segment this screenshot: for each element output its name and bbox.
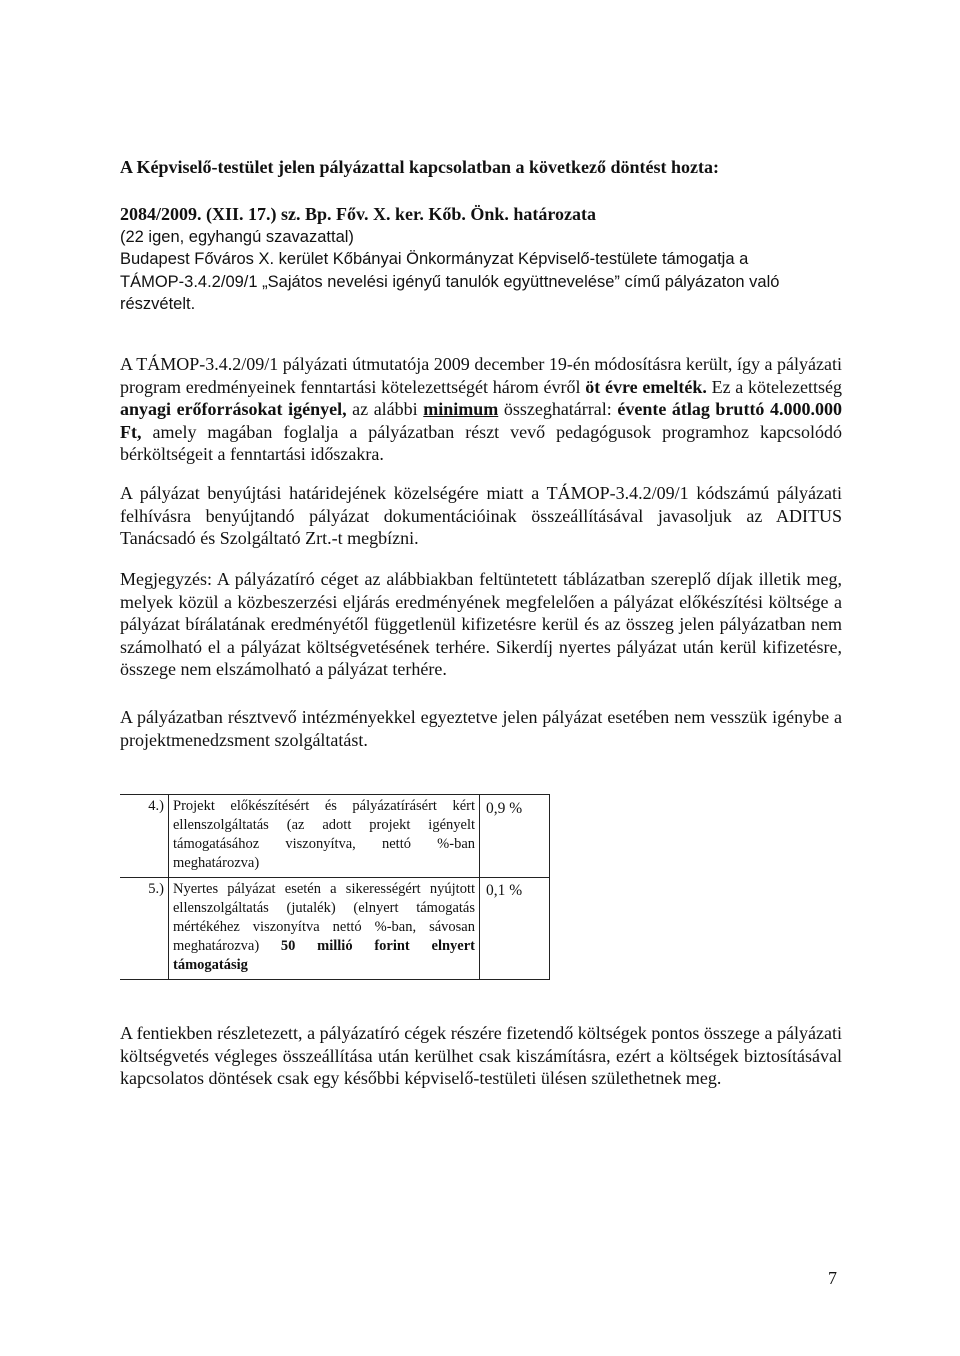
row-description-bold: 50 millió forint elnyert támogatásig xyxy=(173,938,475,973)
resolution-text-line-1: Budapest Főváros X. kerület Kőbányai Önkormányzat Képviselő-testülete támogatja a xyxy=(120,250,749,268)
row-description-text: Nyertes pályázat esetén a sikerességért nyújtott ellenszolgáltatás (jutalék) (elnyert támogatás mértékéhez viszonyítva nettó %-ban, sávosan meghatározva) xyxy=(173,881,475,954)
row-number: 5.) xyxy=(148,881,164,897)
row-description-text: Projekt előkészítésért és pályázatírásért kért ellenszolgáltatás (az adott projekt igényelt támogatásához viszonyítva, nettó %-ban meghatározva) xyxy=(173,798,475,871)
row-number: 4.) xyxy=(148,798,164,814)
fee-table xyxy=(120,794,550,980)
paragraph-modification xyxy=(120,353,842,466)
row-description xyxy=(168,795,480,877)
paragraph-deadline: A pályázat benyújtási határidejének közelségére miatt a TÁMOP-3.4.2/09/1 kódszámú pályázati felhívásra benyújtandó pályázat dokumentációinak összeállításával javasoljuk az ADITUS Tanácsadó és Szolgáltató Zrt.-t megbízni. xyxy=(120,483,842,548)
emphasis-five-years: öt évre emelték. xyxy=(585,376,707,397)
emphasis-amount: évente átlag bruttó 4.000.000 Ft, xyxy=(120,399,842,442)
row-value: 0,1 % xyxy=(480,878,550,979)
paragraph-text: A TÁMOP-3.4.2/09/1 pályázati útmutatója 2009 december 19-én módosításra került, így a pályázati program eredményeinek fenntartási kötelezettségét három évről xyxy=(120,354,842,397)
paragraph-costs: A fentiekben részletezett, a pályázatíró cégek részére fizetendő költségek pontos összege a pályázati költségvetés végleges összeállítása után kerülhet csak kiszámításra, ezért a költségek biztosításával kapcsolatos döntések csak egy későbbi képviselő-testületi ülésen születhetnek meg. xyxy=(120,1023,842,1088)
resolution-block xyxy=(120,203,842,316)
paragraph-text: Ez a kötelezettség xyxy=(706,376,842,397)
emphasis-minimum: minimum xyxy=(423,399,499,419)
row-description xyxy=(168,878,480,979)
paragraph-project-management: A pályázatban résztvevő intézményekkel egyeztetve jelen pályázat esetében nem vesszük igénybe a projektmenedzsment szolgáltatást. xyxy=(120,707,842,750)
paragraph-note: Megjegyzés: A pályázatíró céget az alábbiakban feltüntetett táblázatban szereplő díjak illetik meg, melyek közül a közbeszerzési eljárás eredményének megfelelően a pályázat előkészítési költsége a pályázat bírálatának eredményétől függetlenül kifizetésre kerül és az összeg jelen pályázatban nem számolható el a pályázat költségvetésének terhére. Sikerdíj nyertes pályázat után kerül kifizetésre, összege nem elszámolható a pályázat terhére. xyxy=(120,569,842,679)
table-row xyxy=(120,795,550,877)
paragraph-text: összeghatárral: xyxy=(498,399,618,419)
page-number: 7 xyxy=(828,1268,837,1288)
decision-heading: A Képviselő-testület jelen pályázattal kapcsolatban a következő döntést hozta: xyxy=(120,157,719,177)
resolution-text-line-2: TÁMOP-3.4.2/09/1 „Sajátos nevelési igényű tanulók együttnevelése” című pályázaton való xyxy=(120,272,780,291)
paragraph-text: az alábbi xyxy=(346,399,424,419)
row-value: 0,9 % xyxy=(480,795,550,877)
paragraph-text: amely magában foglalja a pályázatban részt vevő pedagógusok programhoz kapcsolódó bérköltségeit a fenntartási időszakra. xyxy=(120,421,842,464)
resolution-number: 2084/2009. (XII. 17.) sz. Bp. Főv. X. ker. Kőb. Önk. határozata xyxy=(120,204,597,224)
emphasis-resources: anyagi erőforrásokat igényel, xyxy=(120,399,347,419)
resolution-vote: (22 igen, egyhangú szavazattal) xyxy=(120,227,354,246)
table-row xyxy=(120,877,550,980)
resolution-text-line-3: részvételt. xyxy=(120,295,196,313)
